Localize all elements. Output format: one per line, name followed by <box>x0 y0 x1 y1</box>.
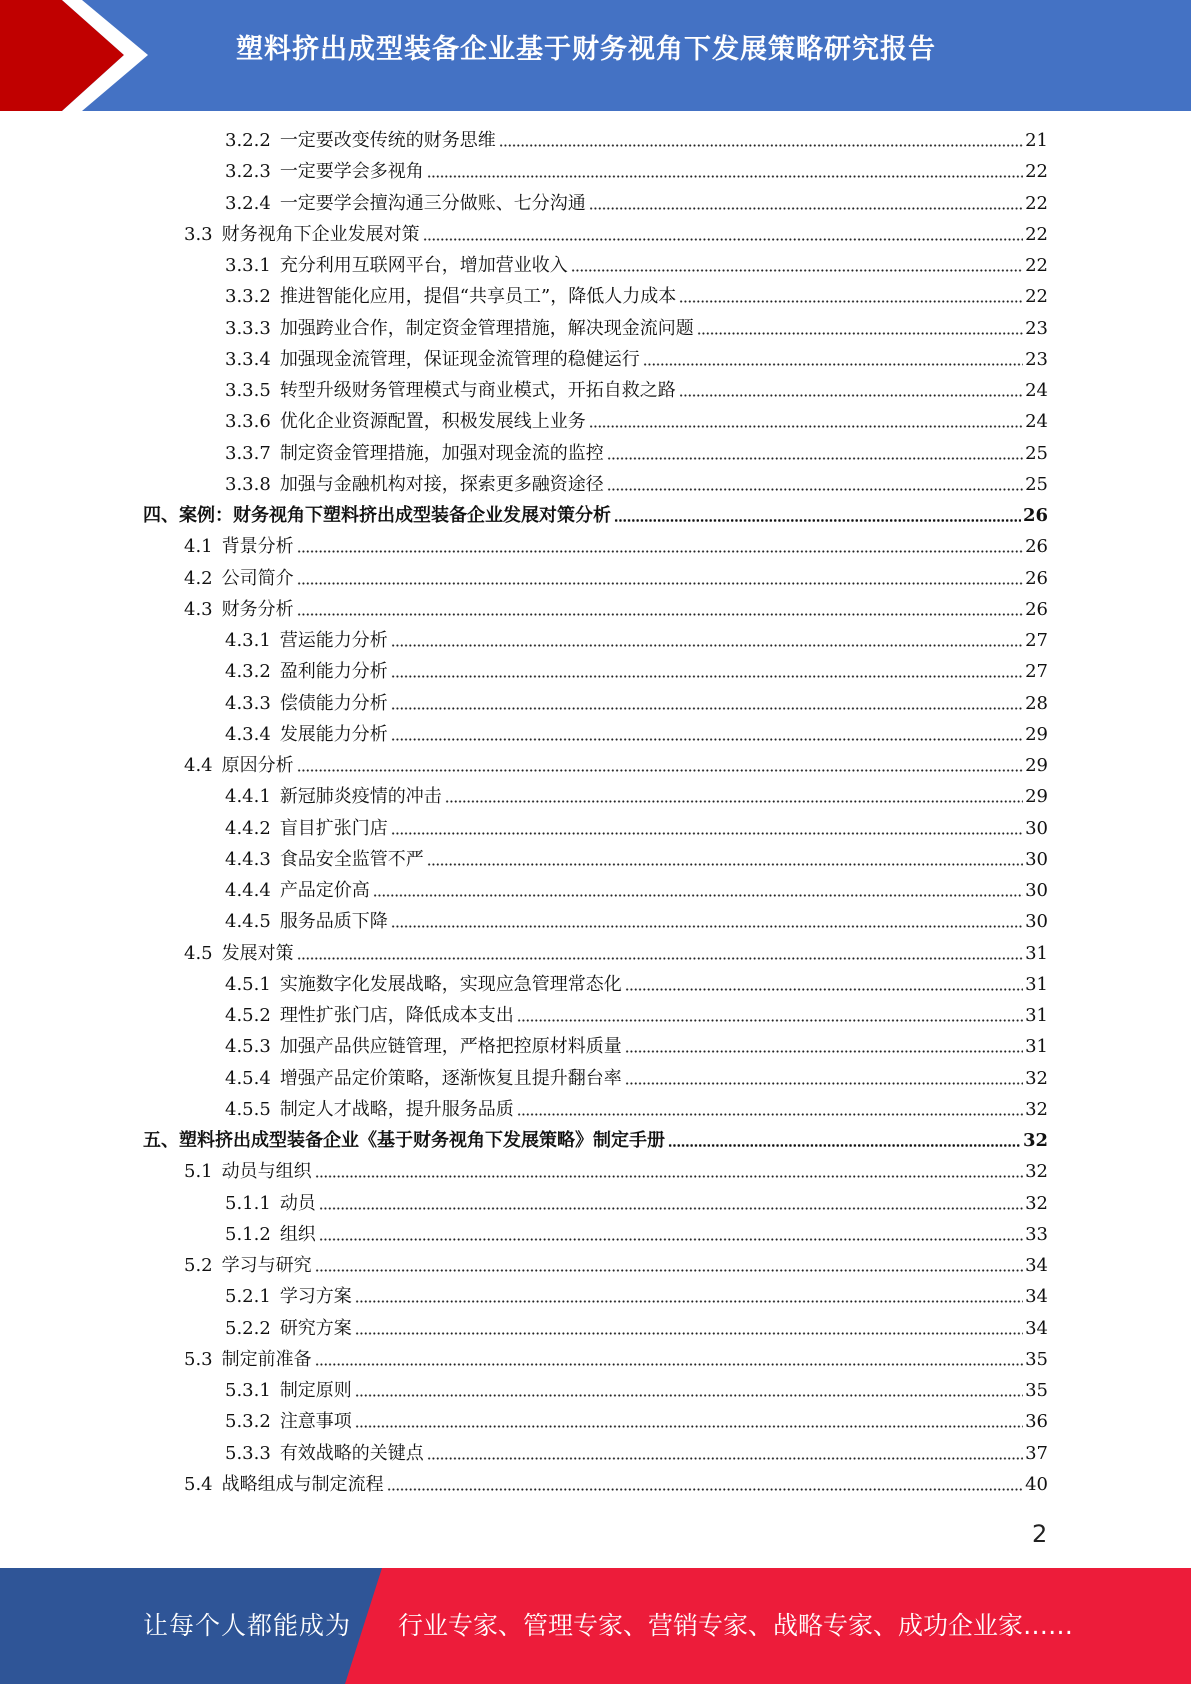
toc-entry-number: 4.4 <box>184 755 213 776</box>
toc-entry[interactable] <box>184 222 1048 248</box>
toc-entry-page: 31 <box>1025 1005 1048 1026</box>
toc-entry-page: 24 <box>1025 411 1048 433</box>
toc-dot-leader <box>319 1238 1023 1241</box>
toc-entry-number: 4.4.5 <box>225 911 271 933</box>
toc-entry-number: 3.3.3 <box>225 317 271 339</box>
toc-dot-leader <box>668 1144 1021 1147</box>
toc-entry[interactable] <box>225 347 1048 373</box>
toc-dot-leader <box>355 1394 1023 1397</box>
toc-entry-title: 实施数字化发展战略，实现应急管理常态化 <box>279 973 622 995</box>
toc-entry-page: 22 <box>1025 161 1048 183</box>
toc-entry-number: 4.4.1 <box>225 786 271 808</box>
toc-entry-page: 34 <box>1025 1317 1048 1339</box>
toc-entry-title: 加强与金融机构对接，探索更多融资途径 <box>279 473 604 495</box>
toc-entry-number: 5.1 <box>184 1161 213 1183</box>
toc-entry[interactable] <box>225 253 1048 279</box>
toc-dot-leader <box>297 582 1023 585</box>
toc-entry-page: 23 <box>1025 317 1048 339</box>
toc-entry-number: 4.3 <box>184 598 213 620</box>
toc-entry-title: 研究方案 <box>279 1317 352 1339</box>
toc-dot-leader <box>297 957 1023 960</box>
toc-entry-page: 31 <box>1025 973 1048 995</box>
toc-entry-page: 29 <box>1025 755 1048 776</box>
toc-entry-page: 26 <box>1025 567 1048 589</box>
toc-entry-title: 发展对策 <box>221 942 294 964</box>
toc-entry-title: 盈利能力分析 <box>279 661 388 683</box>
toc-entry-title: 有效战略的关键点 <box>279 1442 424 1464</box>
toc-entry[interactable] <box>225 878 1048 904</box>
toc-entry[interactable] <box>225 722 1048 748</box>
toc-entry-page: 22 <box>1025 223 1048 245</box>
toc-entry-title: 产品定价高 <box>279 880 370 901</box>
toc-entry[interactable] <box>225 628 1048 654</box>
toc-entry[interactable] <box>184 941 1048 967</box>
toc-entry[interactable] <box>225 847 1048 873</box>
toc-entry-title: 五、塑料挤出成型装备企业《基于财务视角下发展策略》制定手册 <box>143 1130 665 1151</box>
toc-dot-leader <box>607 457 1023 460</box>
toc-entry[interactable] <box>184 1347 1048 1373</box>
toc-entry-page: 26 <box>1025 598 1048 620</box>
toc-entry-page: 25 <box>1025 442 1048 464</box>
toc-entry-number: 3.3.4 <box>225 348 271 370</box>
toc-dot-leader <box>517 1113 1023 1116</box>
toc-dot-leader <box>517 1019 1023 1022</box>
toc-entry-page: 30 <box>1025 911 1048 933</box>
toc-entry-number: 4.3.4 <box>225 723 271 745</box>
toc-dot-leader <box>679 300 1023 303</box>
toc-entry-title: 公司简介 <box>221 567 294 589</box>
toc-entry[interactable] <box>184 753 1048 779</box>
toc-dot-leader <box>571 269 1023 272</box>
toc-dot-leader <box>607 488 1023 491</box>
toc-dot-leader <box>423 238 1023 241</box>
toc-entry-title: 原因分析 <box>221 755 294 776</box>
page-number: 2 <box>1032 1520 1048 1548</box>
toc-entry-number: 3.3.2 <box>225 286 271 308</box>
toc-entry[interactable] <box>225 816 1048 842</box>
toc-entry[interactable] <box>225 128 1048 154</box>
toc-dot-leader <box>355 1332 1023 1335</box>
toc-entry[interactable] <box>184 597 1048 623</box>
toc-entry-title: 战略组成与制定流程 <box>221 1473 384 1495</box>
toc-entry-number: 5.2 <box>184 1255 213 1276</box>
toc-entry[interactable] <box>225 159 1048 185</box>
toc-entry-title: 一定要改变传统的财务思维 <box>279 130 496 151</box>
toc-entry-number: 3.3.5 <box>225 380 271 401</box>
toc-entry-number: 4.3.1 <box>225 630 271 651</box>
toc-entry-title: 服务品质下降 <box>279 911 388 933</box>
toc-entry-title: 注意事项 <box>279 1411 352 1433</box>
toc-entry-title: 一定要学会擅沟通三分做账、七分沟通 <box>279 192 586 214</box>
toc-entry[interactable] <box>225 1097 1048 1123</box>
toc-entry-page: 22 <box>1025 286 1048 308</box>
toc-entry-title: 组织 <box>279 1223 316 1245</box>
toc-entry-title: 制定前准备 <box>221 1348 312 1370</box>
page-footer <box>0 1568 1191 1684</box>
toc-entry-number: 5.2.2 <box>225 1317 271 1339</box>
toc-entry-page: 32 <box>1025 1192 1048 1214</box>
toc-entry-title: 转型升级财务管理模式与商业模式，开拓自救之路 <box>279 380 676 401</box>
toc-entry-number: 3.3.6 <box>225 411 271 433</box>
toc-entry-page: 31 <box>1025 1036 1048 1058</box>
toc-entry-title: 学习与研究 <box>221 1255 312 1276</box>
toc-entry-number: 3.2.4 <box>225 192 271 214</box>
toc-entry-title: 盲目扩张门店 <box>279 817 388 839</box>
toc-entry-number: 4.5.3 <box>225 1036 271 1058</box>
toc-dot-leader <box>427 175 1023 178</box>
toc-entry-page: 33 <box>1025 1223 1048 1245</box>
toc-dot-leader <box>625 1050 1023 1053</box>
toc-dot-leader <box>625 1082 1023 1085</box>
toc-dot-leader <box>315 1363 1023 1366</box>
toc-dot-leader <box>427 863 1023 866</box>
toc-entry[interactable] <box>225 191 1048 217</box>
toc-entry[interactable] <box>225 1409 1048 1435</box>
toc-entry-title: 一定要学会多视角 <box>279 161 424 183</box>
toc-entry-page: 29 <box>1025 723 1048 745</box>
page-header <box>0 0 1191 111</box>
toc-entry-number: 3.2.2 <box>225 130 271 151</box>
toc-entry-number: 5.2.1 <box>225 1286 271 1308</box>
toc-entry-title: 制定原则 <box>279 1380 352 1401</box>
toc-entry-page: 28 <box>1025 692 1048 714</box>
toc-dot-leader <box>297 769 1023 772</box>
toc-entry[interactable] <box>225 1003 1048 1029</box>
toc-entry-number: 4.2 <box>184 567 213 589</box>
toc-entry-page: 27 <box>1025 661 1048 683</box>
toc-entry-number: 3.3 <box>184 223 213 245</box>
toc-entry-title: 动员与组织 <box>221 1161 312 1183</box>
toc-dot-leader <box>387 1488 1023 1491</box>
toc-dot-leader <box>643 363 1023 366</box>
toc-entry-title: 新冠肺炎疫情的冲击 <box>279 786 442 808</box>
toc-entry-number: 4.5.4 <box>225 1067 271 1089</box>
toc-entry-title: 加强产品供应链管理，严格把控原材料质量 <box>279 1036 622 1058</box>
toc-entry-page: 30 <box>1025 817 1048 839</box>
toc-dot-leader <box>315 1269 1023 1272</box>
toc-dot-leader <box>391 925 1023 928</box>
document-title: 塑料挤出成型装备企业基于财务视角下发展策略研究报告 <box>236 34 936 65</box>
toc-entry-title: 增强产品定价策略，逐渐恢复且提升翻台率 <box>279 1067 622 1089</box>
toc-entry-number: 5.3 <box>184 1348 213 1370</box>
toc-entry[interactable] <box>225 1284 1048 1310</box>
toc-entry[interactable] <box>184 534 1048 560</box>
toc-dot-leader <box>391 644 1023 647</box>
toc-entry-title: 背景分析 <box>221 536 294 558</box>
toc-dot-leader <box>391 738 1023 741</box>
toc-entry-page: 34 <box>1025 1255 1048 1276</box>
toc-dot-leader <box>391 707 1023 710</box>
toc-entry-title: 理性扩张门店，降低成本支出 <box>279 1005 514 1026</box>
toc-entry-page: 40 <box>1025 1473 1048 1495</box>
toc-dot-leader <box>373 894 1023 897</box>
toc-entry[interactable] <box>184 1472 1048 1498</box>
toc-entry-number: 4.4.2 <box>225 817 271 839</box>
toc-entry-number: 4.3.2 <box>225 661 271 683</box>
toc-entry-title: 制定人才战略，提升服务品质 <box>279 1098 514 1120</box>
toc-entry-page: 23 <box>1025 348 1048 370</box>
toc-entry-page: 26 <box>1022 505 1048 526</box>
toc-dot-leader <box>391 832 1023 835</box>
toc-entry[interactable] <box>225 1316 1048 1342</box>
toc-entry[interactable] <box>184 1253 1048 1279</box>
toc-entry[interactable] <box>225 1034 1048 1060</box>
toc-dot-leader <box>625 988 1023 991</box>
toc-entry[interactable] <box>225 472 1048 498</box>
toc-entry-title: 发展能力分析 <box>279 723 388 745</box>
toc-entry-title: 营运能力分析 <box>279 630 388 651</box>
toc-entry-number: 3.2.3 <box>225 161 271 183</box>
toc-entry-page: 35 <box>1025 1380 1048 1401</box>
toc-entry-number: 5.3.3 <box>225 1442 271 1464</box>
toc-dot-leader <box>589 207 1023 210</box>
toc-entry-page: 32 <box>1025 1067 1048 1089</box>
toc-entry-title: 学习方案 <box>279 1286 352 1308</box>
toc-dot-leader <box>315 1175 1023 1178</box>
toc-entry[interactable] <box>225 909 1048 935</box>
toc-entry-number: 4.3.3 <box>225 692 271 714</box>
toc-dot-leader <box>297 550 1023 553</box>
toc-entry-page: 29 <box>1025 786 1048 808</box>
toc-dot-leader <box>355 1300 1023 1303</box>
toc-entry-number: 3.3.8 <box>225 473 271 495</box>
toc-entry-title: 制定资金管理措施，加强对现金流的监控 <box>279 442 604 464</box>
toc-dot-leader <box>445 800 1023 803</box>
toc-dot-leader <box>499 144 1023 147</box>
toc-entry-page: 22 <box>1025 255 1048 276</box>
footer-slogan-right: 行业专家、管理专家、营销专家、战略专家、成功企业家…… <box>398 1611 1074 1640</box>
toc-entry-title: 推进智能化应用，提倡“共享员工”，降低人力成本 <box>279 286 677 308</box>
toc-entry[interactable] <box>225 1191 1048 1217</box>
toc-entry[interactable] <box>225 441 1048 467</box>
toc-entry[interactable] <box>184 1159 1048 1185</box>
toc-entry-page: 22 <box>1025 192 1048 214</box>
toc-entry-title: 优化企业资源配置，积极发展线上业务 <box>279 411 586 433</box>
toc-entry-number: 4.5.1 <box>225 973 271 995</box>
toc-entry-number: 4.5.5 <box>225 1098 271 1120</box>
toc-entry-page: 31 <box>1025 942 1048 964</box>
toc-entry[interactable] <box>225 972 1048 998</box>
toc-entry[interactable] <box>225 1441 1048 1467</box>
toc-entry-title: 加强现金流管理，保证现金流管理的稳健运行 <box>279 348 640 370</box>
header-red-arrow <box>0 0 124 111</box>
toc-dot-leader <box>679 394 1023 397</box>
toc-entry[interactable] <box>225 409 1048 435</box>
toc-entry-title: 动员 <box>279 1192 316 1214</box>
toc-dot-leader <box>319 1207 1023 1210</box>
toc-entry[interactable] <box>225 691 1048 717</box>
toc-entry-number: 3.3.1 <box>225 255 271 276</box>
toc-dot-leader <box>297 613 1023 616</box>
toc-entry-page: 24 <box>1025 380 1048 401</box>
toc-entry-number: 4.4.3 <box>225 848 271 870</box>
toc-entry-page: 26 <box>1025 536 1048 558</box>
toc-dot-leader <box>697 332 1023 335</box>
toc-entry[interactable] <box>225 316 1048 342</box>
toc-entry-title: 财务分析 <box>221 598 294 620</box>
toc-dot-leader <box>427 1457 1023 1460</box>
toc-entry[interactable] <box>143 1128 1048 1154</box>
toc-entry-page: 37 <box>1025 1442 1048 1464</box>
toc-entry[interactable] <box>225 1222 1048 1248</box>
toc-entry-page: 27 <box>1025 630 1048 651</box>
toc-entry-title: 偿债能力分析 <box>279 692 388 714</box>
toc-entry[interactable] <box>225 284 1048 310</box>
footer-slogan-left: 让每个人都能成为 <box>143 1611 352 1640</box>
toc-entry-page: 32 <box>1025 1161 1048 1183</box>
toc-dot-leader <box>614 519 1021 522</box>
toc-entry-number: 4.1 <box>184 536 213 558</box>
toc-entry-page: 21 <box>1025 130 1048 151</box>
toc-entry-title: 四、案例：财务视角下塑料挤出成型装备企业发展对策分析 <box>143 505 611 526</box>
toc-entry-title: 加强跨业合作，制定资金管理措施，解决现金流问题 <box>279 317 694 339</box>
toc-dot-leader <box>589 425 1023 428</box>
toc-entry-page: 25 <box>1025 473 1048 495</box>
toc-entry[interactable] <box>184 566 1048 592</box>
toc-entry-page: 30 <box>1025 848 1048 870</box>
toc-entry[interactable] <box>225 1378 1048 1404</box>
toc-entry-number: 4.4.4 <box>225 880 271 901</box>
toc-entry-number: 5.1.1 <box>225 1192 271 1214</box>
toc-entry-page: 32 <box>1025 1098 1048 1120</box>
toc-entry-page: 36 <box>1025 1411 1048 1433</box>
toc-entry[interactable] <box>225 659 1048 685</box>
toc-entry-page: 30 <box>1025 880 1048 901</box>
toc-dot-leader <box>391 675 1023 678</box>
toc-entry-number: 3.3.7 <box>225 442 271 464</box>
toc-entry-page: 35 <box>1025 1348 1048 1370</box>
toc-entry-title: 充分利用互联网平台，增加营业收入 <box>279 255 568 276</box>
toc-dot-leader <box>355 1425 1023 1428</box>
toc-entry-number: 5.3.2 <box>225 1411 271 1433</box>
toc-entry[interactable] <box>225 784 1048 810</box>
toc-entry-number: 5.3.1 <box>225 1380 271 1401</box>
toc-entry-number: 5.4 <box>184 1473 213 1495</box>
toc-entry-title: 财务视角下企业发展对策 <box>221 223 420 245</box>
toc-entry[interactable] <box>143 503 1048 529</box>
toc-entry-number: 4.5 <box>184 942 213 964</box>
toc-entry[interactable] <box>225 378 1048 404</box>
toc-entry[interactable] <box>225 1066 1048 1092</box>
toc-entry-number: 5.1.2 <box>225 1223 271 1245</box>
toc-entry-page: 34 <box>1025 1286 1048 1308</box>
toc-entry-title: 食品安全监管不严 <box>279 848 424 870</box>
toc-entry-page: 32 <box>1022 1130 1048 1151</box>
toc-entry-number: 4.5.2 <box>225 1005 271 1026</box>
